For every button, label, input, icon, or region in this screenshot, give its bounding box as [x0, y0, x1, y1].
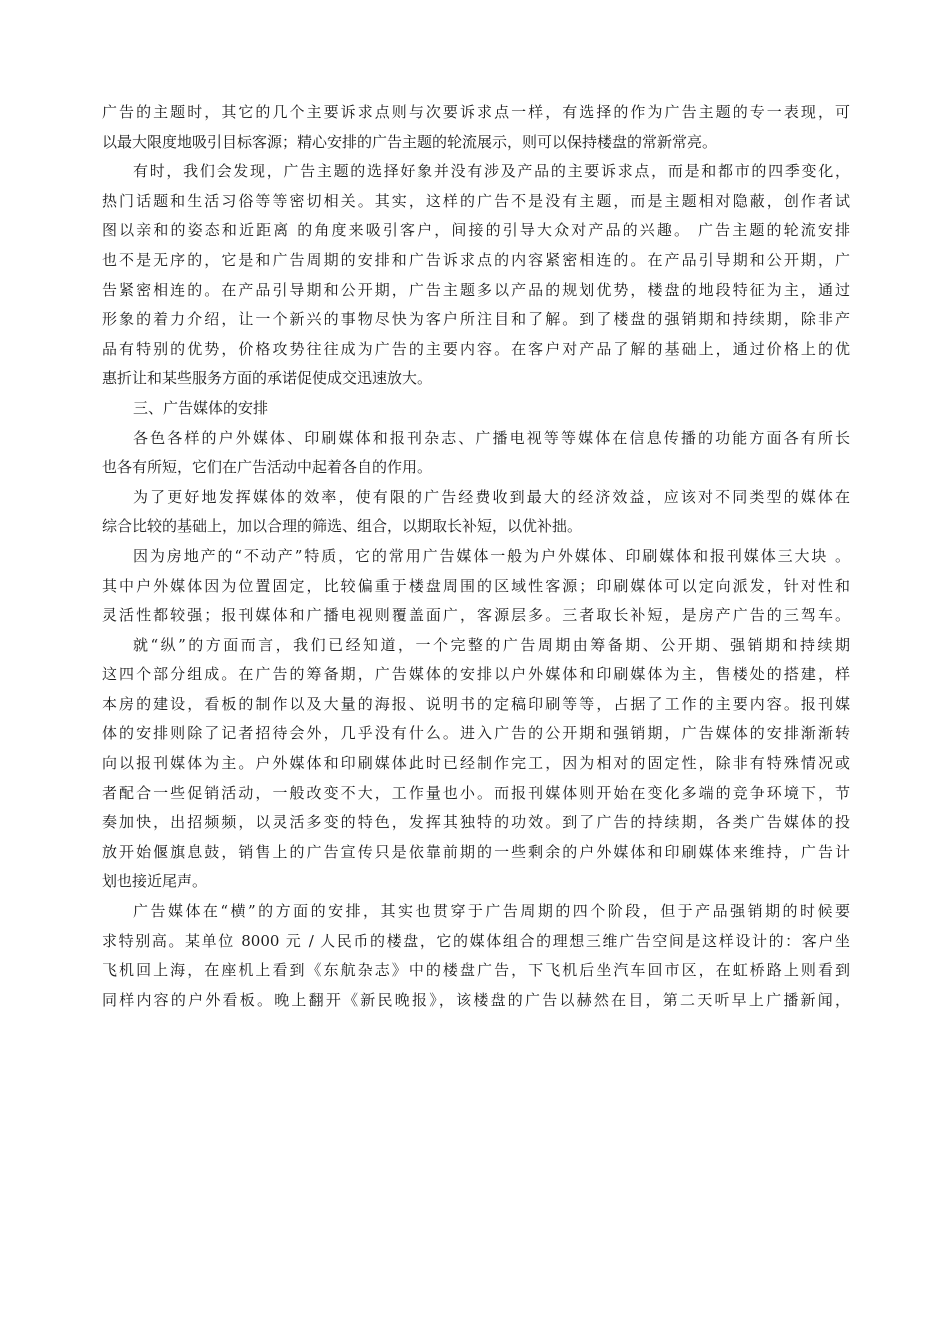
text-line: 划也接近尾声。	[102, 872, 208, 891]
text-line: 图以亲和的姿态和近距离 的角度来吸引客户，间接的引导大众对产品的兴趣。 广告主题的轮流安排	[102, 221, 850, 240]
text-line: 其中户外媒体因为位置固定，比较偏重于楼盘周围的区域性客源；印刷媒体可以定向派发，针对性和	[102, 576, 850, 595]
text-line: 向以报刊媒体为主。户外媒体和印刷媒体此时已经制作完工，因为相对的固定性，除非有特殊情况或	[102, 754, 850, 773]
text-line: 为了更好地发挥媒体的效率，使有限的广告经费收到最大的经济效益，应该对不同类型的媒体在	[133, 487, 850, 506]
text-line: 体的安排则除了记者招待会外，几乎没有什么。进入广告的公开期和强销期，广告媒体的安排渐渐转	[102, 724, 850, 743]
text-line: 有时，我们会发现，广告主题的选择好象并没有涉及产品的主要诉求点，而是和都市的四季变化，	[133, 162, 850, 181]
text-line: 综合比较的基础上，加以合理的筛选、组合，以期取长补短，以优补拙。	[102, 517, 583, 536]
text-line: 因为房地产的“不动产”特质，它的常用广告媒体一般为户外媒体、印刷媒体和报刊媒体三大块 。	[133, 546, 850, 565]
text-line: 灵活性都较强；报刊媒体和广播电视则覆盖面广，客源层多。三者取长补短，是房产广告的三驾车。	[102, 606, 850, 625]
text-line: 放开始偃旗息鼓，销售上的广告宣传只是依靠前期的一些剩余的户外媒体和印刷媒体来维持，广告计	[102, 842, 850, 861]
text-line: 广告的主题时，其它的几个主要诉求点则与次要诉求点一样，有选择的作为广告主题的专一表现，可	[102, 103, 850, 121]
text-line: 同样内容的户外看板。晚上翻开《新民晚报》，该楼盘的广告以赫然在目，第二天听早上广播新闻，	[102, 990, 850, 1009]
text-line: 三、广告媒体的安排	[133, 398, 269, 417]
text-line: 惠折让和某些服务方面的承诺促使成交迅速放大。	[102, 369, 433, 388]
text-line: 就“纵”的方面而言，我们已经知道，一个完整的广告周期由筹备期、公开期、强销期和持续期	[133, 635, 850, 654]
text-line: 广告媒体在“横”的方面的安排，其实也贯穿于广告周期的四个阶段，但于产品强销期的时候要	[133, 902, 850, 921]
text-line: 品有特别的优势，价格攻势往往成为广告的主要内容。在客户对产品了解的基础上，通过价格上的优	[102, 339, 850, 358]
text-line: 飞机回上海，在座机上看到《东航杂志》中的楼盘广告，下飞机后坐汽车回市区，在虹桥路上则看到	[102, 961, 850, 980]
document-page	[102, 98, 850, 1015]
text-line: 者配合一些促销活动，一般改变不大，工作量也小。而报刊媒体则开始在变化多端的竞争环境下，节	[102, 783, 850, 802]
text-line: 也各有所短，它们在广告活动中起着各自的作用。	[102, 458, 433, 477]
text-line: 这四个部分组成。在广告的筹备期，广告媒体的安排以户外媒体和印刷媒体为主，售楼处的搭建，样	[102, 665, 850, 684]
text-line: 各色各样的户外媒体、印刷媒体和报刊杂志、广播电视等等媒体在信息传播的功能方面各有所长	[133, 428, 850, 447]
text-line: 也不是无序的，它是和广告周期的安排和广告诉求点的内容紧密相连的。在产品引导期和公开期，广	[102, 250, 850, 269]
text-line: 本房的建设，看板的制作以及大量的海报、说明书的定稿印刷等等，占据了工作的主要内容。报刊媒	[102, 694, 850, 713]
text-line: 求特别高。某单位 8000 元 / 人民币的楼盘，它的媒体组合的理想三维广告空间是这样设计的：客户坐	[102, 931, 850, 950]
text-line: 告紧密相连的。在产品引导期和公开期，广告主题多以产品的规划优势，楼盘的地段特征为主，通过	[102, 280, 850, 299]
text-line: 奏加快，出招频频，以灵活多变的特色，发挥其独特的功效。到了广告的持续期，各类广告媒体的投	[102, 813, 850, 832]
text-line: 以最大限度地吸引目标客源；精心安排的广告主题的轮流展示，则可以保持楼盘的常新常亮。	[102, 132, 718, 151]
text-line: 热门话题和生活习俗等等密切相关。其实，这样的广告不是没有主题，而是主题相对隐蔽，创作者试	[102, 191, 850, 210]
text-line: 形象的着力介绍，让一个新兴的事物尽快为客户所注目和了解。到了楼盘的强销期和持续期，除非产	[102, 310, 850, 329]
